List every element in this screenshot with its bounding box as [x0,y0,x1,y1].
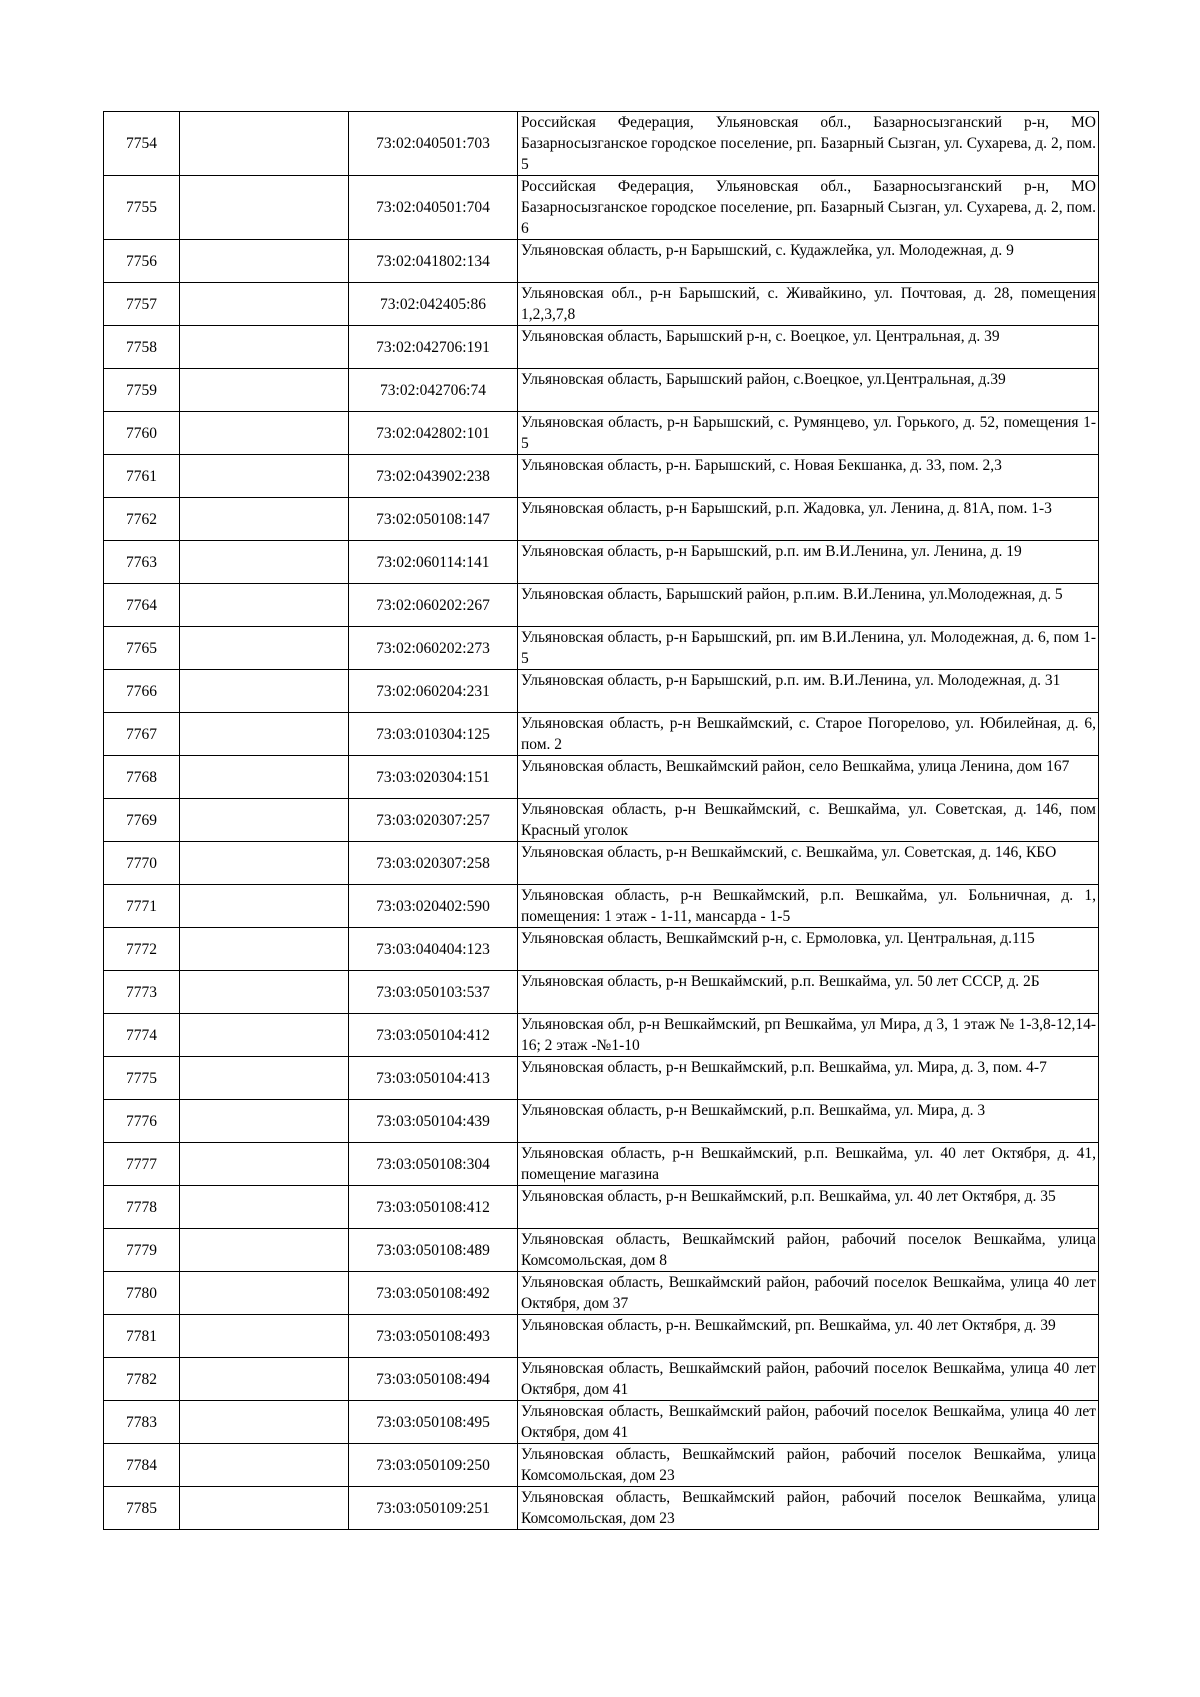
cadastral-number-cell: 73:02:050108:147 [349,498,518,541]
cadastral-number-cell: 73:02:041802:134 [349,240,518,283]
address-cell: Российская Федерация, Ульяновская обл., Базарносызганский р-н, МО Базарносызганское городское поселение, рп. Базарный Сызган, ул. Сухарева, д. 2, пом. 6 [518,176,1099,240]
table-row [104,885,1099,928]
address-cell: Ульяновская область, Вешкаймский район, рабочий поселок Вешкайма, улица Комсомольская, дом 23 [518,1444,1099,1487]
row-number-cell: 7766 [104,670,180,713]
row-number-cell: 7764 [104,584,180,627]
table-row [104,1487,1099,1530]
table-row [104,971,1099,1014]
empty-cell [180,412,349,455]
empty-cell [180,1358,349,1401]
empty-cell [180,1401,349,1444]
cadastral-number-cell: 73:03:050104:413 [349,1057,518,1100]
address-cell: Ульяновская область, р-н Барышский, р.п. Жадовка, ул. Ленина, д. 81А, пом. 1-3 [518,498,1099,541]
table-row [104,1014,1099,1057]
row-number-cell: 7781 [104,1315,180,1358]
empty-cell [180,283,349,326]
address-cell: Ульяновская обл, р-н Вешкаймский, рп Вешкайма, ул Мира, д 3, 1 этаж № 1-3,8-12,14-16; 2 этаж -№1-10 [518,1014,1099,1057]
empty-cell [180,240,349,283]
row-number-cell: 7784 [104,1444,180,1487]
row-number-cell: 7760 [104,412,180,455]
cadastral-number-cell: 73:03:020307:258 [349,842,518,885]
empty-cell [180,176,349,240]
row-number-cell: 7772 [104,928,180,971]
cadastral-number-cell: 73:03:050108:304 [349,1143,518,1186]
table-row [104,670,1099,713]
address-cell: Ульяновская область, Вешкаймский район, рабочий поселок Вешкайма, улица 40 лет Октября, дом 37 [518,1272,1099,1315]
empty-cell [180,1100,349,1143]
cadastral-number-cell: 73:02:040501:704 [349,176,518,240]
row-number-cell: 7774 [104,1014,180,1057]
cadastral-number-cell: 73:03:050108:492 [349,1272,518,1315]
address-cell: Ульяновская область, Барышский район, р.п.им. В.И.Ленина, ул.Молодежная, д. 5 [518,584,1099,627]
cadastral-number-cell: 73:03:020304:151 [349,756,518,799]
cadastral-number-cell: 73:03:050108:494 [349,1358,518,1401]
address-cell: Ульяновская область, р-н. Вешкаймский, рп. Вешкайма, ул. 40 лет Октября, д. 39 [518,1315,1099,1358]
address-cell: Ульяновская область, Барышский район, с.Воецкое, ул.Центральная, д.39 [518,369,1099,412]
table-row [104,756,1099,799]
cadastral-number-cell: 73:02:060202:273 [349,627,518,670]
table-row [104,1444,1099,1487]
empty-cell [180,112,349,176]
address-cell: Ульяновская область, Вешкаймский район, рабочий поселок Вешкайма, улица Комсомольская, дом 23 [518,1487,1099,1530]
cadastral-number-cell: 73:03:020402:590 [349,885,518,928]
empty-cell [180,1014,349,1057]
address-cell: Ульяновская область, Вешкаймский район, рабочий поселок Вешкайма, улица 40 лет Октября, дом 41 [518,1401,1099,1444]
row-number-cell: 7770 [104,842,180,885]
table-row [104,283,1099,326]
empty-cell [180,713,349,756]
registry-table-body [104,112,1099,1530]
table-row [104,369,1099,412]
row-number-cell: 7754 [104,112,180,176]
empty-cell [180,1487,349,1530]
cadastral-number-cell: 73:03:050109:250 [349,1444,518,1487]
address-cell: Ульяновская область, р-н Вешкаймский, р.п. Вешкайма, ул. 40 лет Октября, д. 41, помещение магазина [518,1143,1099,1186]
address-cell: Ульяновская область, р-н Барышский, рп. им В.И.Ленина, ул. Молодежная, д. 6, пом 1-5 [518,627,1099,670]
cadastral-number-cell: 73:03:050103:537 [349,971,518,1014]
empty-cell [180,1272,349,1315]
address-cell: Ульяновская область, р-н Вешкаймский, р.п. Вешкайма, ул. 40 лет Октября, д. 35 [518,1186,1099,1229]
cadastral-number-cell: 73:02:040501:703 [349,112,518,176]
row-number-cell: 7769 [104,799,180,842]
row-number-cell: 7779 [104,1229,180,1272]
table-row [104,498,1099,541]
row-number-cell: 7780 [104,1272,180,1315]
document-page [103,111,1099,1530]
table-row [104,928,1099,971]
table-row [104,112,1099,176]
empty-cell [180,1229,349,1272]
cadastral-number-cell: 73:02:043902:238 [349,455,518,498]
cadastral-number-cell: 73:03:050108:495 [349,1401,518,1444]
row-number-cell: 7782 [104,1358,180,1401]
table-row [104,1186,1099,1229]
row-number-cell: 7768 [104,756,180,799]
empty-cell [180,1143,349,1186]
row-number-cell: 7785 [104,1487,180,1530]
cadastral-number-cell: 73:02:060204:231 [349,670,518,713]
address-cell: Ульяновская область, р-н Вешкаймский, с. Вешкайма, ул. Советская, д. 146, КБО [518,842,1099,885]
row-number-cell: 7778 [104,1186,180,1229]
address-cell: Ульяновская область, р-н Вешкаймский, р.п. Вешкайма, ул. Больничная, д. 1, помещения: 1 этаж - 1-11, мансарда - 1-5 [518,885,1099,928]
table-row [104,326,1099,369]
cadastral-number-cell: 73:03:020307:257 [349,799,518,842]
row-number-cell: 7775 [104,1057,180,1100]
empty-cell [180,1315,349,1358]
address-cell: Российская Федерация, Ульяновская обл., Базарносызганский р-н, МО Базарносызганское городское поселение, рп. Базарный Сызган, ул. Сухарева, д. 2, пом. 5 [518,112,1099,176]
empty-cell [180,799,349,842]
row-number-cell: 7759 [104,369,180,412]
empty-cell [180,1057,349,1100]
address-cell: Ульяновская область, р-н Вешкаймский, р.п. Вешкайма, ул. 50 лет СССР, д. 2Б [518,971,1099,1014]
empty-cell [180,928,349,971]
empty-cell [180,498,349,541]
cadastral-number-cell: 73:03:050109:251 [349,1487,518,1530]
table-row [104,713,1099,756]
cadastral-number-cell: 73:02:060114:141 [349,541,518,584]
row-number-cell: 7761 [104,455,180,498]
row-number-cell: 7755 [104,176,180,240]
address-cell: Ульяновская область, Вешкаймский район, рабочий поселок Вешкайма, улица Комсомольская, дом 8 [518,1229,1099,1272]
cadastral-number-cell: 73:03:040404:123 [349,928,518,971]
property-registry-table [103,111,1099,1530]
table-row [104,842,1099,885]
address-cell: Ульяновская область, р-н Барышский, с. Кудажлейка, ул. Молодежная, д. 9 [518,240,1099,283]
address-cell: Ульяновская область, Барышский р-н, с. Воецкое, ул. Центральная, д. 39 [518,326,1099,369]
row-number-cell: 7773 [104,971,180,1014]
empty-cell [180,756,349,799]
row-number-cell: 7767 [104,713,180,756]
empty-cell [180,326,349,369]
row-number-cell: 7758 [104,326,180,369]
cadastral-number-cell: 73:02:060202:267 [349,584,518,627]
table-row [104,176,1099,240]
row-number-cell: 7776 [104,1100,180,1143]
empty-cell [180,1444,349,1487]
address-cell: Ульяновская область, р-н Вешкаймский, р.п. Вешкайма, ул. Мира, д. 3, пом. 4-7 [518,1057,1099,1100]
address-cell: Ульяновская область, р-н Барышский, с. Румянцево, ул. Горького, д. 52, помещения 1-5 [518,412,1099,455]
empty-cell [180,842,349,885]
table-row [104,1272,1099,1315]
address-cell: Ульяновская область, р-н Барышский, р.п. им В.И.Ленина, ул. Ленина, д. 19 [518,541,1099,584]
empty-cell [180,541,349,584]
cadastral-number-cell: 73:03:050108:493 [349,1315,518,1358]
table-row [104,1358,1099,1401]
empty-cell [180,369,349,412]
row-number-cell: 7771 [104,885,180,928]
empty-cell [180,971,349,1014]
address-cell: Ульяновская область, Вешкаймский р-н, с. Ермоловка, ул. Центральная, д.115 [518,928,1099,971]
cadastral-number-cell: 73:02:042802:101 [349,412,518,455]
table-row [104,584,1099,627]
table-row [104,1100,1099,1143]
row-number-cell: 7765 [104,627,180,670]
address-cell: Ульяновская область, Вешкаймский район, село Вешкайма, улица Ленина, дом 167 [518,756,1099,799]
row-number-cell: 7762 [104,498,180,541]
row-number-cell: 7783 [104,1401,180,1444]
cadastral-number-cell: 73:02:042706:191 [349,326,518,369]
table-row [104,412,1099,455]
table-row [104,799,1099,842]
row-number-cell: 7777 [104,1143,180,1186]
address-cell: Ульяновская обл., р-н Барышский, с. Живайкино, ул. Почтовая, д. 28, помещения 1,2,3,7,8 [518,283,1099,326]
table-row [104,1229,1099,1272]
address-cell: Ульяновская область, р-н. Барышский, с. Новая Бекшанка, д. 33, пом. 2,3 [518,455,1099,498]
cadastral-number-cell: 73:03:050104:412 [349,1014,518,1057]
row-number-cell: 7757 [104,283,180,326]
cadastral-number-cell: 73:02:042706:74 [349,369,518,412]
address-cell: Ульяновская область, р-н Вешкаймский, с. Вешкайма, ул. Советская, д. 146, пом Красный уголок [518,799,1099,842]
table-row [104,240,1099,283]
empty-cell [180,627,349,670]
row-number-cell: 7756 [104,240,180,283]
cadastral-number-cell: 73:03:010304:125 [349,713,518,756]
address-cell: Ульяновская область, р-н Вешкаймский, с. Старое Погорелово, ул. Юбилейная, д. 6, пом. 2 [518,713,1099,756]
table-row [104,1143,1099,1186]
cadastral-number-cell: 73:03:050108:489 [349,1229,518,1272]
empty-cell [180,584,349,627]
empty-cell [180,455,349,498]
cadastral-number-cell: 73:03:050108:412 [349,1186,518,1229]
cadastral-number-cell: 73:02:042405:86 [349,283,518,326]
table-row [104,1057,1099,1100]
address-cell: Ульяновская область, р-н Барышский, р.п. им. В.И.Ленина, ул. Молодежная, д. 31 [518,670,1099,713]
empty-cell [180,670,349,713]
row-number-cell: 7763 [104,541,180,584]
table-row [104,1315,1099,1358]
table-row [104,1401,1099,1444]
empty-cell [180,1186,349,1229]
table-row [104,455,1099,498]
cadastral-number-cell: 73:03:050104:439 [349,1100,518,1143]
table-row [104,627,1099,670]
table-row [104,541,1099,584]
empty-cell [180,885,349,928]
address-cell: Ульяновская область, р-н Вешкаймский, р.п. Вешкайма, ул. Мира, д. 3 [518,1100,1099,1143]
address-cell: Ульяновская область, Вешкаймский район, рабочий поселок Вешкайма, улица 40 лет Октября, дом 41 [518,1358,1099,1401]
